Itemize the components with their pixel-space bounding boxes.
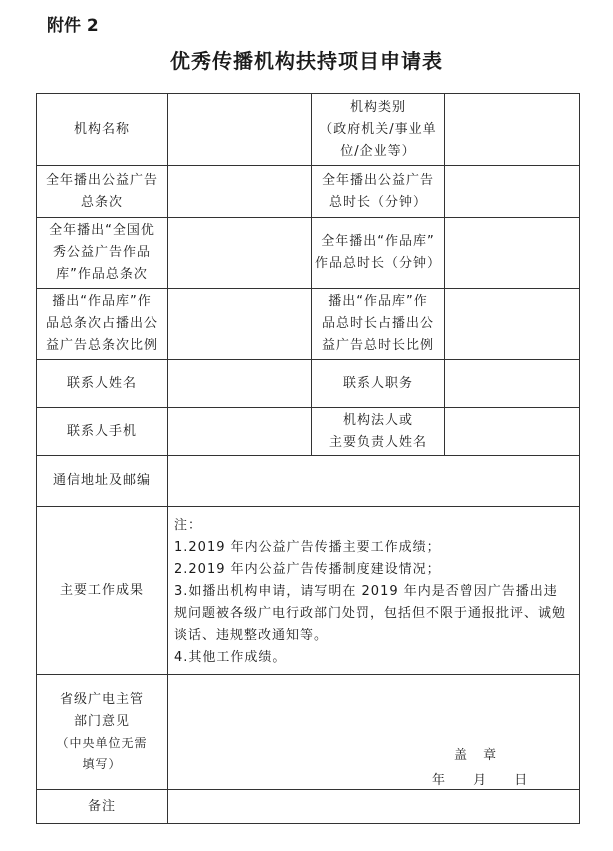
org-name-field[interactable] [168, 94, 312, 166]
date-label: 年 月 日 [432, 773, 530, 788]
contact-phone-label: 联系人手机 [37, 408, 168, 456]
ad-duration-field[interactable] [445, 166, 580, 218]
table-row [37, 289, 580, 360]
org-category-field[interactable] [445, 94, 580, 166]
library-duration-ratio-field[interactable] [445, 289, 580, 360]
note-line: 4.其他工作成绩。 [174, 650, 287, 665]
contact-phone-field[interactable] [168, 408, 312, 456]
legal-rep-label: 机构法人或 主要负责人姓名 [312, 408, 445, 456]
table-row [37, 218, 580, 289]
legal-rep-field[interactable] [445, 408, 580, 456]
contact-title-field[interactable] [445, 360, 580, 408]
library-count-field[interactable] [168, 218, 312, 289]
achievements-field[interactable] [168, 507, 580, 675]
table-row [37, 166, 580, 218]
table-row [37, 507, 580, 675]
contact-name-field[interactable] [168, 360, 312, 408]
table-row [37, 94, 580, 166]
provincial-opinion-label: 省级广电主管 部门意见 （中央单位无需 填写） [37, 675, 168, 790]
address-label: 通信地址及邮编 [37, 456, 168, 507]
org-category-label: 机构类别 （政府机关/事业单 位/企业等） [312, 94, 445, 166]
remarks-label: 备注 [37, 790, 168, 824]
table-row [37, 675, 580, 790]
table-row [37, 408, 580, 456]
table-row [37, 790, 580, 824]
library-count-label: 全年播出“全国优 秀公益广告作品 库”作品总条次 [37, 218, 168, 289]
library-count-ratio-label: 播出“作品库”作 品总条次占播出公 益广告总条次比例 [37, 289, 168, 360]
achievements-label: 主要工作成果 [37, 507, 168, 675]
note-line: 2.2019 年内公益广告传播制度建设情况； [174, 562, 441, 577]
note-line: 注： [174, 518, 203, 533]
note-line: 1.2019 年内公益广告传播主要工作成绩； [174, 540, 441, 555]
contact-name-label: 联系人姓名 [37, 360, 168, 408]
table-row [37, 360, 580, 408]
org-name-label: 机构名称 [37, 94, 168, 166]
remarks-field[interactable] [168, 790, 580, 824]
provincial-opinion-field[interactable] [168, 675, 580, 790]
library-duration-field[interactable] [445, 218, 580, 289]
application-form-table [36, 93, 580, 824]
library-duration-label: 全年播出“作品库” 作品总时长（分钟） [312, 218, 445, 289]
library-count-ratio-field[interactable] [168, 289, 312, 360]
library-duration-ratio-label: 播出“作品库”作 品总时长占播出公 益广告总时长比例 [312, 289, 445, 360]
attachment-label: 附件 2 [47, 16, 99, 36]
note-line: 3.如播出机构申请，请写明在 2019 年内是否曾因广告播出违规问题被各级广电行政部门处罚，包括但不限于通报批评、诚勉谈话、违规整改通知等。 [174, 584, 567, 643]
contact-title-label: 联系人职务 [312, 360, 445, 408]
page-title: 优秀传播机构扶持项目申请表 [170, 49, 443, 73]
address-field[interactable] [168, 456, 580, 507]
ad-count-label: 全年播出公益广告 总条次 [37, 166, 168, 218]
seal-label: 盖 章 [454, 748, 503, 763]
table-row [37, 456, 580, 507]
ad-duration-label: 全年播出公益广告 总时长（分钟） [312, 166, 445, 218]
ad-count-field[interactable] [168, 166, 312, 218]
